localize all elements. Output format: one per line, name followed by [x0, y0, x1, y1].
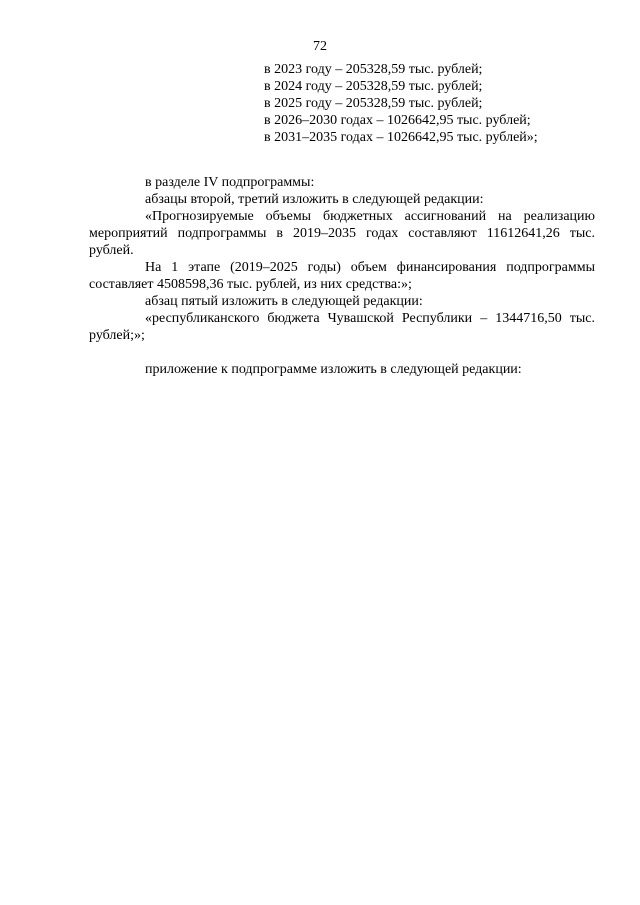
document-body [89, 157, 595, 378]
spacer [89, 157, 595, 174]
paragraph-section-iv: в разделе IV подпрограммы: [145, 175, 315, 190]
funding-line-2023: в 2023 году – 205328,59 тыс. рублей; [264, 62, 483, 77]
paragraph-republican-budget: «республиканского бюджета Чувашской Республики – 1344716,50 тыс. рублей;»; [89, 311, 595, 343]
funding-line-2025: в 2025 году – 205328,59 тыс. рублей; [264, 96, 483, 111]
paragraph-fifth-instruction: абзац пятый изложить в следующей редакции: [145, 294, 423, 309]
funding-line-2031-2035: в 2031–2035 годах – 1026642,95 тыс. рублей»; [264, 130, 538, 145]
funding-list [264, 61, 604, 146]
funding-line-2024: в 2024 году – 205328,59 тыс. рублей; [264, 79, 483, 94]
paragraph-forecast-volumes: «Прогнозируемые объемы бюджетных ассигнований на реализацию мероприятий подпрограммы в 2019–2035 годах составляют 11612641,26 тыс. рублей. [89, 209, 595, 258]
spacer [89, 344, 595, 361]
paragraph-stage-one: На 1 этапе (2019–2025 годы) объем финансирования подпрограммы составляет 4508598,36 тыс. рублей, из них средства:»; [89, 260, 595, 292]
funding-line-2026-2030: в 2026–2030 годах – 1026642,95 тыс. рублей; [264, 113, 531, 128]
paragraph-amend-instruction: абзацы второй, третий изложить в следующей редакции: [145, 192, 484, 207]
paragraph-appendix: приложение к подпрограмме изложить в следующей редакции: [145, 362, 522, 377]
page-number: 72 [313, 39, 327, 54]
